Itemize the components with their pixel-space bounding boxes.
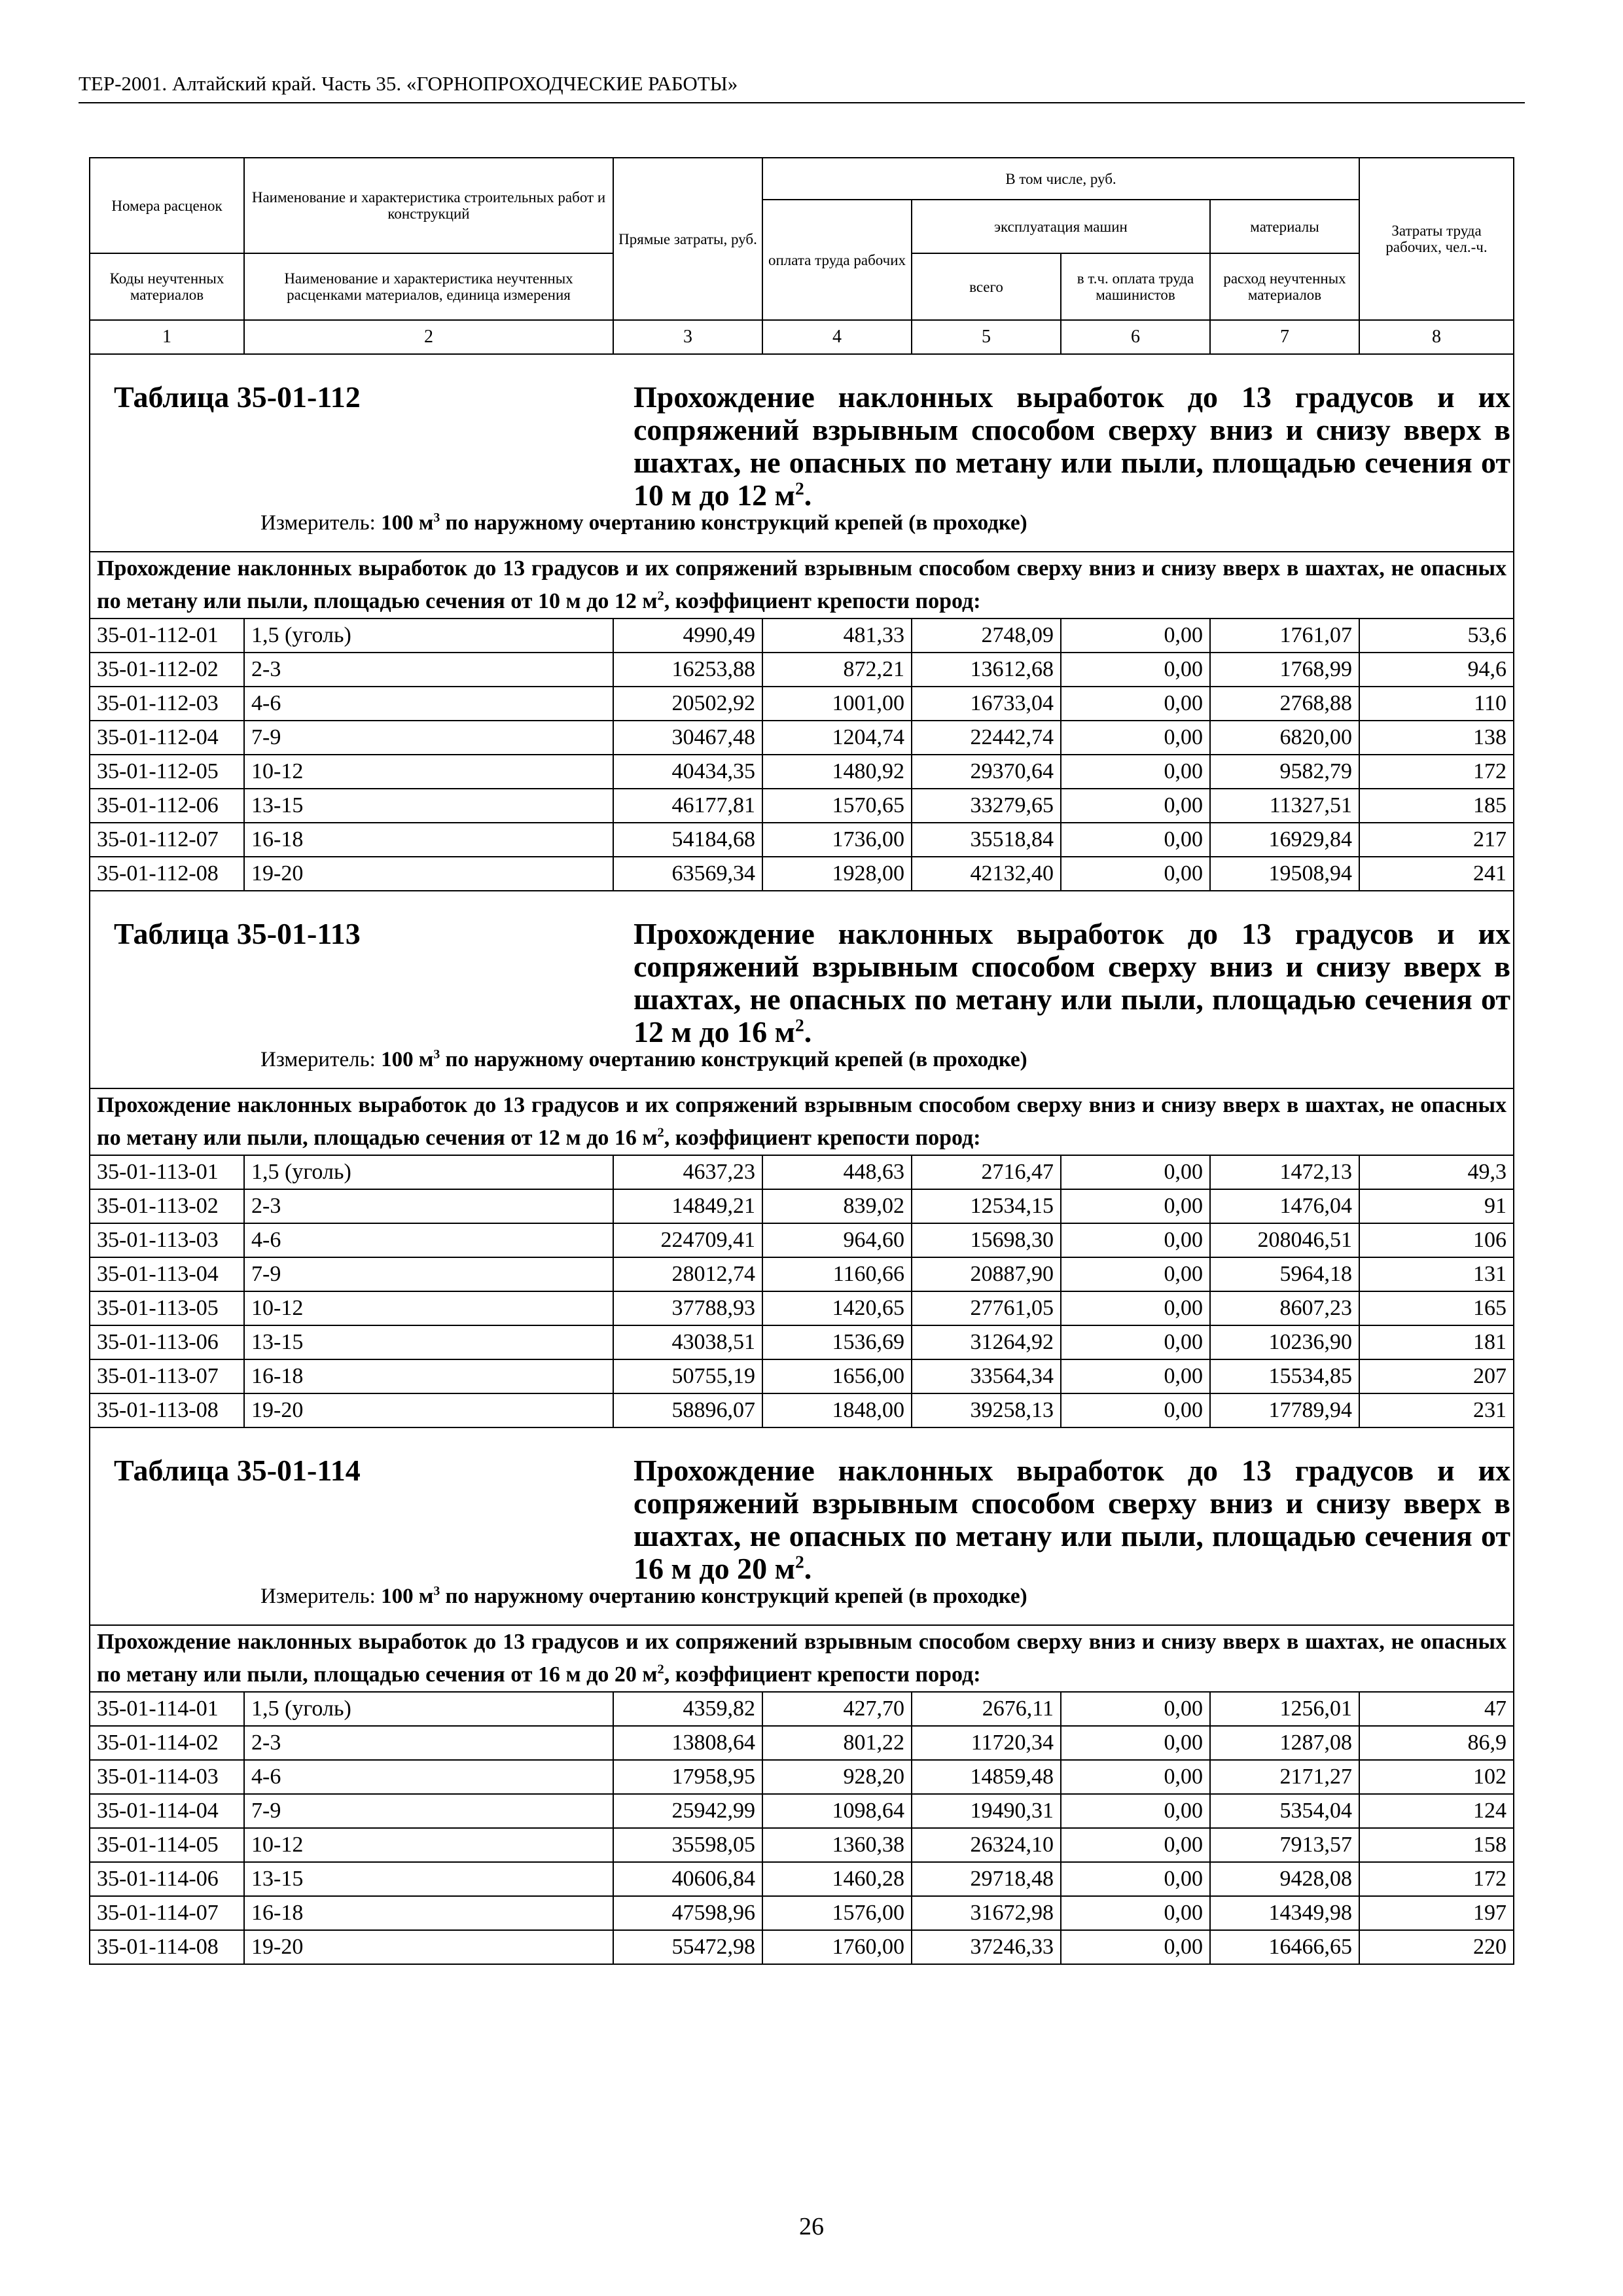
square-superscript: 2 <box>657 1662 664 1677</box>
labor-wages: 801,22 <box>762 1726 912 1760</box>
rate-code: 35-01-113-07 <box>90 1359 244 1393</box>
rock-hardness: 7-9 <box>244 1257 613 1291</box>
machinist-wages: 0,00 <box>1061 1692 1210 1726</box>
rock-hardness: 16-18 <box>244 1896 613 1930</box>
rock-hardness: 13-15 <box>244 1862 613 1896</box>
measure-unit <box>260 1043 1027 1076</box>
rates-table <box>89 157 1514 1965</box>
direct-costs: 58896,07 <box>613 1393 762 1427</box>
rock-hardness: 10-12 <box>244 1828 613 1862</box>
rock-hardness: 7-9 <box>244 1794 613 1828</box>
machinist-wages: 0,00 <box>1061 619 1210 653</box>
direct-costs: 4637,23 <box>613 1155 762 1189</box>
cube-superscript: 3 <box>433 1047 440 1062</box>
square-superscript: 2 <box>657 588 664 603</box>
table-title-text: Прохождение наклонных выработок до 13 градусов и их сопряжений взрывным способом сверху вниз и снизу вверх в шахтах, не опасных по метану или пыли, площадью сечения от 16 м до 20 м <box>633 1454 1510 1585</box>
page-number: 26 <box>799 2213 824 2240</box>
section-description-row <box>90 552 1514 619</box>
rock-hardness: 1,5 (уголь) <box>244 619 613 653</box>
rate-code: 35-01-114-05 <box>90 1828 244 1862</box>
rock-hardness: 19-20 <box>244 1930 613 1964</box>
description-end: , коэффициент крепости пород: <box>664 1662 981 1687</box>
table-title <box>633 1454 1510 1585</box>
machinist-wages: 0,00 <box>1061 1726 1210 1760</box>
materials-cost: 9582,79 <box>1210 755 1359 789</box>
col-header-pryamye: Прямые затраты, руб. <box>613 158 762 320</box>
table-label: Таблица 35-01-113 <box>114 917 361 950</box>
rate-code: 35-01-113-01 <box>90 1155 244 1189</box>
rate-code: 35-01-112-03 <box>90 687 244 721</box>
direct-costs: 63569,34 <box>613 857 762 891</box>
col-number: 3 <box>613 320 762 354</box>
labor-hours: 53,6 <box>1359 619 1514 653</box>
labor-hours: 181 <box>1359 1325 1514 1359</box>
direct-costs: 43038,51 <box>613 1325 762 1359</box>
machine-costs-total: 20887,90 <box>912 1257 1061 1291</box>
rate-code: 35-01-112-08 <box>90 857 244 891</box>
materials-cost: 2768,88 <box>1210 687 1359 721</box>
materials-cost: 208046,51 <box>1210 1223 1359 1257</box>
description-end: , коэффициент крепости пород: <box>664 589 981 613</box>
labor-wages: 481,33 <box>762 619 912 653</box>
materials-cost: 7913,57 <box>1210 1828 1359 1862</box>
rate-code: 35-01-113-04 <box>90 1257 244 1291</box>
rock-hardness: 16-18 <box>244 1359 613 1393</box>
section-description-row <box>90 1088 1514 1155</box>
rate-code: 35-01-112-01 <box>90 619 244 653</box>
square-superscript: 2 <box>794 478 804 499</box>
table-row <box>90 653 1514 687</box>
materials-cost: 1476,04 <box>1210 1189 1359 1223</box>
description-text: Прохождение наклонных выработок до 13 градусов и их сопряжений взрывным способом сверху вниз и снизу вверх в шахтах, не опасных по метану или пыли, площадью сечения от 12 м до 16 м <box>97 1093 1507 1150</box>
measure-quantity <box>381 1585 1027 1608</box>
measure-unit <box>260 507 1027 539</box>
labor-wages: 1460,28 <box>762 1862 912 1896</box>
rock-hardness: 13-15 <box>244 1325 613 1359</box>
labor-hours: 197 <box>1359 1896 1514 1930</box>
direct-costs: 17958,95 <box>613 1760 762 1794</box>
section-title-cell <box>90 891 1514 1088</box>
materials-cost: 1761,07 <box>1210 619 1359 653</box>
table-row <box>90 1760 1514 1794</box>
machine-costs-total: 16733,04 <box>912 687 1061 721</box>
direct-costs: 224709,41 <box>613 1223 762 1257</box>
measure-label: Измеритель: <box>260 1048 376 1071</box>
measure-text: по наружному очертанию конструкций крепей (в проходке) <box>445 1048 1027 1071</box>
machinist-wages: 0,00 <box>1061 1223 1210 1257</box>
direct-costs: 46177,81 <box>613 789 762 823</box>
table-title <box>633 381 1510 512</box>
section-description <box>90 1088 1514 1155</box>
section-description <box>90 1625 1514 1692</box>
labor-wages: 872,21 <box>762 653 912 687</box>
machinist-wages: 0,00 <box>1061 823 1210 857</box>
rock-hardness: 1,5 (уголь) <box>244 1692 613 1726</box>
col-number: 5 <box>912 320 1061 354</box>
rate-code: 35-01-114-04 <box>90 1794 244 1828</box>
labor-wages: 1536,69 <box>762 1325 912 1359</box>
table-row <box>90 1291 1514 1325</box>
table-row <box>90 619 1514 653</box>
materials-cost: 14349,98 <box>1210 1896 1359 1930</box>
machinist-wages: 0,00 <box>1061 653 1210 687</box>
machinist-wages: 0,00 <box>1061 1393 1210 1427</box>
machinist-wages: 0,00 <box>1061 755 1210 789</box>
column-numbers-row <box>90 320 1514 354</box>
machinist-wages: 0,00 <box>1061 1794 1210 1828</box>
machinist-wages: 0,00 <box>1061 1189 1210 1223</box>
description-end: , коэффициент крепости пород: <box>664 1126 981 1150</box>
rock-hardness: 2-3 <box>244 653 613 687</box>
machine-costs-total: 29718,48 <box>912 1862 1061 1896</box>
rate-code: 35-01-112-05 <box>90 755 244 789</box>
labor-hours: 110 <box>1359 687 1514 721</box>
col-header-ekspl: эксплуатация машин <box>912 200 1210 253</box>
table-row <box>90 823 1514 857</box>
rock-hardness: 7-9 <box>244 721 613 755</box>
rate-code: 35-01-113-06 <box>90 1325 244 1359</box>
materials-cost: 16466,65 <box>1210 1930 1359 1964</box>
labor-wages: 839,02 <box>762 1189 912 1223</box>
machine-costs-total: 12534,15 <box>912 1189 1061 1223</box>
square-superscript: 2 <box>794 1551 804 1572</box>
rate-code: 35-01-113-02 <box>90 1189 244 1223</box>
direct-costs: 16253,88 <box>613 653 762 687</box>
page-header: ТЕР-2001. Алтайский край. Часть 35. «ГОРНОПРОХОДЧЕСКИЕ РАБОТЫ» <box>79 72 1525 103</box>
table-title-end: . <box>804 478 812 512</box>
col-number: 2 <box>244 320 613 354</box>
labor-hours: 207 <box>1359 1359 1514 1393</box>
rate-code: 35-01-114-06 <box>90 1862 244 1896</box>
table-row <box>90 721 1514 755</box>
measure-unit <box>260 1580 1027 1613</box>
col-number: 4 <box>762 320 912 354</box>
machine-costs-total: 42132,40 <box>912 857 1061 891</box>
table-row <box>90 857 1514 891</box>
direct-costs: 35598,05 <box>613 1828 762 1862</box>
description-text: Прохождение наклонных выработок до 13 градусов и их сопряжений взрывным способом сверху вниз и снизу вверх в шахтах, не опасных по метану или пыли, площадью сечения от 16 м до 20 м <box>97 1630 1507 1687</box>
rate-code: 35-01-114-03 <box>90 1760 244 1794</box>
machine-costs-total: 33279,65 <box>912 789 1061 823</box>
direct-costs: 30467,48 <box>613 721 762 755</box>
rock-hardness: 4-6 <box>244 1760 613 1794</box>
rate-code: 35-01-114-02 <box>90 1726 244 1760</box>
table-title-end: . <box>804 1015 812 1049</box>
labor-wages: 928,20 <box>762 1760 912 1794</box>
rate-code: 35-01-112-02 <box>90 653 244 687</box>
table-row <box>90 1155 1514 1189</box>
col-header-oplata: оплата труда рабочих <box>762 200 912 320</box>
labor-hours: 131 <box>1359 1257 1514 1291</box>
labor-wages: 448,63 <box>762 1155 912 1189</box>
section-title-row <box>90 891 1514 1088</box>
labor-hours: 217 <box>1359 823 1514 857</box>
machine-costs-total: 13612,68 <box>912 653 1061 687</box>
labor-hours: 241 <box>1359 857 1514 891</box>
machine-costs-total: 2748,09 <box>912 619 1061 653</box>
machinist-wages: 0,00 <box>1061 1760 1210 1794</box>
labor-hours: 172 <box>1359 755 1514 789</box>
machine-costs-total: 37246,33 <box>912 1930 1061 1964</box>
machine-costs-total: 22442,74 <box>912 721 1061 755</box>
labor-wages: 1928,00 <box>762 857 912 891</box>
rate-code: 35-01-113-03 <box>90 1223 244 1257</box>
table-row <box>90 1359 1514 1393</box>
header-row-1 <box>90 158 1514 200</box>
materials-cost: 5964,18 <box>1210 1257 1359 1291</box>
direct-costs: 37788,93 <box>613 1291 762 1325</box>
table-title-text: Прохождение наклонных выработок до 13 градусов и их сопряжений взрывным способом сверху вниз и снизу вверх в шахтах, не опасных по метану или пыли, площадью сечения от 12 м до 16 м <box>633 917 1510 1049</box>
rate-code: 35-01-113-08 <box>90 1393 244 1427</box>
labor-hours: 49,3 <box>1359 1155 1514 1189</box>
rate-code: 35-01-113-05 <box>90 1291 244 1325</box>
materials-cost: 19508,94 <box>1210 857 1359 891</box>
machinist-wages: 0,00 <box>1061 1257 1210 1291</box>
measure-unit-text: 100 м <box>381 1585 434 1608</box>
machinist-wages: 0,00 <box>1061 1930 1210 1964</box>
table-title-end: . <box>804 1552 812 1585</box>
materials-cost: 5354,04 <box>1210 1794 1359 1828</box>
machine-costs-total: 39258,13 <box>912 1393 1061 1427</box>
col-number: 7 <box>1210 320 1359 354</box>
direct-costs: 14849,21 <box>613 1189 762 1223</box>
labor-hours: 231 <box>1359 1393 1514 1427</box>
materials-cost: 16929,84 <box>1210 823 1359 857</box>
measure-unit-text: 100 м <box>381 1048 434 1071</box>
labor-wages: 1576,00 <box>762 1896 912 1930</box>
col-header-zatraty: Затраты труда рабочих, чел.-ч. <box>1359 158 1514 320</box>
cube-superscript: 3 <box>433 511 440 525</box>
table-title <box>633 918 1510 1049</box>
table-label: Таблица 35-01-114 <box>114 1454 361 1487</box>
machinist-wages: 0,00 <box>1061 789 1210 823</box>
direct-costs: 28012,74 <box>613 1257 762 1291</box>
table-row <box>90 1189 1514 1223</box>
labor-hours: 165 <box>1359 1291 1514 1325</box>
rate-code: 35-01-114-07 <box>90 1896 244 1930</box>
materials-cost: 1472,13 <box>1210 1155 1359 1189</box>
materials-cost: 11327,51 <box>1210 789 1359 823</box>
machine-costs-total: 26324,10 <box>912 1828 1061 1862</box>
machinist-wages: 0,00 <box>1061 1155 1210 1189</box>
machinist-wages: 0,00 <box>1061 1896 1210 1930</box>
labor-hours: 47 <box>1359 1692 1514 1726</box>
machinist-wages: 0,00 <box>1061 1828 1210 1862</box>
labor-wages: 1656,00 <box>762 1359 912 1393</box>
measure-quantity <box>381 511 1027 535</box>
rock-hardness: 2-3 <box>244 1189 613 1223</box>
measure-label: Измеритель: <box>260 1585 376 1608</box>
machinist-wages: 0,00 <box>1061 1291 1210 1325</box>
rock-hardness: 13-15 <box>244 789 613 823</box>
table-row <box>90 1862 1514 1896</box>
rock-hardness: 4-6 <box>244 1223 613 1257</box>
direct-costs: 40606,84 <box>613 1862 762 1896</box>
machinist-wages: 0,00 <box>1061 687 1210 721</box>
labor-hours: 158 <box>1359 1828 1514 1862</box>
rock-hardness: 10-12 <box>244 1291 613 1325</box>
table-row <box>90 1223 1514 1257</box>
rock-hardness: 19-20 <box>244 857 613 891</box>
labor-wages: 1480,92 <box>762 755 912 789</box>
machine-costs-total: 11720,34 <box>912 1726 1061 1760</box>
table-row <box>90 1930 1514 1964</box>
table-row <box>90 1726 1514 1760</box>
materials-cost: 10236,90 <box>1210 1325 1359 1359</box>
description-text: Прохождение наклонных выработок до 13 градусов и их сопряжений взрывным способом сверху вниз и снизу вверх в шахтах, не опасных по метану или пыли, площадью сечения от 10 м до 12 м <box>97 556 1507 613</box>
col-header-mater: материалы <box>1210 200 1359 253</box>
materials-cost: 1768,99 <box>1210 653 1359 687</box>
col-number: 1 <box>90 320 244 354</box>
labor-hours: 91 <box>1359 1189 1514 1223</box>
measure-unit-text: 100 м <box>381 511 434 535</box>
rate-code: 35-01-112-04 <box>90 721 244 755</box>
col-header-naim2: Наименование и характеристика неучтенных расценками материалов, единица измерения <box>244 253 613 320</box>
machinist-wages: 0,00 <box>1061 1359 1210 1393</box>
materials-cost: 17789,94 <box>1210 1393 1359 1427</box>
rock-hardness: 19-20 <box>244 1393 613 1427</box>
labor-hours: 102 <box>1359 1760 1514 1794</box>
rock-hardness: 1,5 (уголь) <box>244 1155 613 1189</box>
labor-wages: 1420,65 <box>762 1291 912 1325</box>
table-row <box>90 687 1514 721</box>
table-body <box>90 158 1514 1964</box>
col-header-vtch: в т.ч. оплата труда машинистов <box>1061 253 1210 320</box>
labor-wages: 1736,00 <box>762 823 912 857</box>
direct-costs: 4359,82 <box>613 1692 762 1726</box>
col-number: 8 <box>1359 320 1514 354</box>
section-title-cell <box>90 1427 1514 1625</box>
rock-hardness: 10-12 <box>244 755 613 789</box>
labor-hours: 138 <box>1359 721 1514 755</box>
cube-superscript: 3 <box>433 1584 440 1598</box>
machine-costs-total: 15698,30 <box>912 1223 1061 1257</box>
direct-costs: 13808,64 <box>613 1726 762 1760</box>
table-row <box>90 1896 1514 1930</box>
table-row <box>90 1257 1514 1291</box>
labor-hours: 106 <box>1359 1223 1514 1257</box>
materials-cost: 1256,01 <box>1210 1692 1359 1726</box>
labor-hours: 86,9 <box>1359 1726 1514 1760</box>
machine-costs-total: 31264,92 <box>912 1325 1061 1359</box>
materials-cost: 9428,08 <box>1210 1862 1359 1896</box>
direct-costs: 25942,99 <box>613 1794 762 1828</box>
machine-costs-total: 2676,11 <box>912 1692 1061 1726</box>
col-header-nomera: Номера расценок <box>90 158 244 253</box>
direct-costs: 4990,49 <box>613 619 762 653</box>
machinist-wages: 0,00 <box>1061 721 1210 755</box>
labor-hours: 94,6 <box>1359 653 1514 687</box>
labor-wages: 1160,66 <box>762 1257 912 1291</box>
square-superscript: 2 <box>657 1125 664 1140</box>
materials-cost: 15534,85 <box>1210 1359 1359 1393</box>
labor-wages: 1360,38 <box>762 1828 912 1862</box>
measure-text: по наружному очертанию конструкций крепей (в проходке) <box>445 1585 1027 1608</box>
section-title-row <box>90 354 1514 552</box>
machinist-wages: 0,00 <box>1061 857 1210 891</box>
table-row <box>90 1828 1514 1862</box>
machine-costs-total: 27761,05 <box>912 1291 1061 1325</box>
labor-wages: 964,60 <box>762 1223 912 1257</box>
machine-costs-total: 31672,98 <box>912 1896 1061 1930</box>
direct-costs: 54184,68 <box>613 823 762 857</box>
machine-costs-total: 35518,84 <box>912 823 1061 857</box>
labor-wages: 1098,64 <box>762 1794 912 1828</box>
materials-cost: 1287,08 <box>1210 1726 1359 1760</box>
materials-cost: 6820,00 <box>1210 721 1359 755</box>
materials-cost: 8607,23 <box>1210 1291 1359 1325</box>
rate-code: 35-01-114-01 <box>90 1692 244 1726</box>
labor-hours: 172 <box>1359 1862 1514 1896</box>
square-superscript: 2 <box>794 1014 804 1035</box>
col-header-vtom: В том числе, руб. <box>762 158 1359 200</box>
col-number: 6 <box>1061 320 1210 354</box>
machine-costs-total: 2716,47 <box>912 1155 1061 1189</box>
table-title-text: Прохождение наклонных выработок до 13 градусов и их сопряжений взрывным способом сверху вниз и снизу вверх в шахтах, не опасных по метану или пыли, площадью сечения от 10 м до 12 м <box>633 380 1510 512</box>
direct-costs: 40434,35 <box>613 755 762 789</box>
section-title-row <box>90 1427 1514 1625</box>
rock-hardness: 4-6 <box>244 687 613 721</box>
machinist-wages: 0,00 <box>1061 1862 1210 1896</box>
rock-hardness: 2-3 <box>244 1726 613 1760</box>
section-title-cell <box>90 354 1514 552</box>
col-header-kody: Коды неучтенных материалов <box>90 253 244 320</box>
labor-wages: 1001,00 <box>762 687 912 721</box>
labor-hours: 185 <box>1359 789 1514 823</box>
materials-cost: 2171,27 <box>1210 1760 1359 1794</box>
section-description-row <box>90 1625 1514 1692</box>
labor-hours: 124 <box>1359 1794 1514 1828</box>
direct-costs: 47598,96 <box>613 1896 762 1930</box>
table-row <box>90 1393 1514 1427</box>
col-header-rashod: расход неучтенных материалов <box>1210 253 1359 320</box>
table-row <box>90 1692 1514 1726</box>
direct-costs: 50755,19 <box>613 1359 762 1393</box>
direct-costs: 20502,92 <box>613 687 762 721</box>
table-row <box>90 1325 1514 1359</box>
direct-costs: 55472,98 <box>613 1930 762 1964</box>
rate-code: 35-01-112-07 <box>90 823 244 857</box>
labor-wages: 1570,65 <box>762 789 912 823</box>
table-row <box>90 755 1514 789</box>
col-header-vsego: всего <box>912 253 1061 320</box>
measure-quantity <box>381 1048 1027 1071</box>
machine-costs-total: 19490,31 <box>912 1794 1061 1828</box>
table-label: Таблица 35-01-112 <box>114 380 361 414</box>
rock-hardness: 16-18 <box>244 823 613 857</box>
rate-code: 35-01-112-06 <box>90 789 244 823</box>
labor-wages: 1760,00 <box>762 1930 912 1964</box>
labor-wages: 1848,00 <box>762 1393 912 1427</box>
machine-costs-total: 14859,48 <box>912 1760 1061 1794</box>
machine-costs-total: 29370,64 <box>912 755 1061 789</box>
machine-costs-total: 33564,34 <box>912 1359 1061 1393</box>
table-row <box>90 789 1514 823</box>
labor-hours: 220 <box>1359 1930 1514 1964</box>
rate-code: 35-01-114-08 <box>90 1930 244 1964</box>
col-header-naim: Наименование и характеристика строительных работ и конструкций <box>244 158 613 253</box>
measure-label: Измеритель: <box>260 511 376 535</box>
section-description <box>90 552 1514 619</box>
table-row <box>90 1794 1514 1828</box>
machinist-wages: 0,00 <box>1061 1325 1210 1359</box>
labor-wages: 427,70 <box>762 1692 912 1726</box>
labor-wages: 1204,74 <box>762 721 912 755</box>
measure-text: по наружному очертанию конструкций крепей (в проходке) <box>445 511 1027 535</box>
